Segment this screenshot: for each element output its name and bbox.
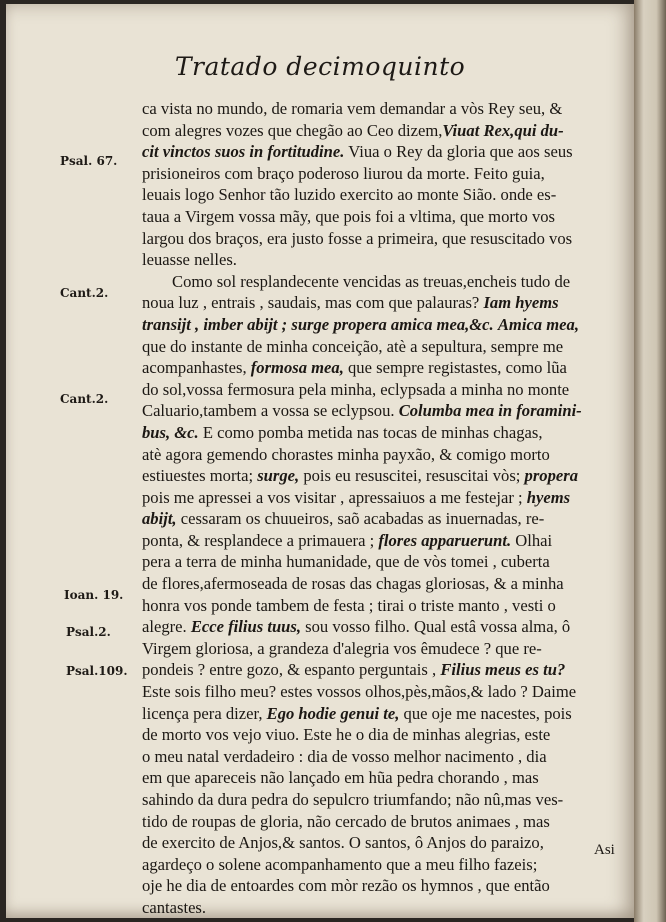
text-line <box>142 832 630 854</box>
text-line <box>142 120 630 142</box>
text-line <box>142 249 630 271</box>
text-run: o meu natal verdadeiro : dia de vosso melhor nacimento , dia <box>142 746 547 766</box>
body-text <box>142 98 630 918</box>
text-line <box>142 314 630 336</box>
text-line <box>142 444 630 466</box>
text-line <box>142 746 630 768</box>
latin-quote: Iam hyems <box>483 293 559 313</box>
latin-quote: hyems <box>526 487 571 507</box>
latin-quote: surge, <box>257 466 300 486</box>
text-line <box>142 551 630 573</box>
margin-note-psalm-109: Psal.109. <box>66 664 128 678</box>
text-run: oje he dia de entoardes com mòr rezão os hymnos , que então <box>142 876 550 896</box>
text-line <box>142 897 630 918</box>
text-line <box>142 292 630 314</box>
text-run: Virgem gloriosa, a grandeza d'alegria vos êmudece ? que re- <box>142 638 542 658</box>
text-run: cantastes. <box>142 897 207 917</box>
text-run: atè agora gemendo chorastes minha payxão, & comigo morto <box>142 444 550 464</box>
latin-quote: Columba mea in foramini- <box>398 401 582 421</box>
latin-quote: Filius meus es tu? <box>440 660 566 680</box>
text-line <box>142 724 630 746</box>
text-run: agardeço o solene acompanhamento que a meu filho fazeis; <box>142 854 538 874</box>
text-run: taua a Virgem vossa mãy, que pois foi a vltima, que morto vos <box>142 206 556 226</box>
text-run: em que apareceis não lançado em hũa pedra chorando , mas <box>142 768 539 788</box>
latin-quote: cit vinctos suos in fortitudine. <box>142 142 345 162</box>
text-line <box>142 357 630 379</box>
text-line <box>142 228 630 250</box>
text-run: de flores,afermoseada de rosas das chagas gloriosas, & a minha <box>142 574 564 594</box>
latin-quote: Amica mea, <box>497 314 579 334</box>
text-line <box>142 508 630 530</box>
text-run: com alegres vozes que chegão ao Ceo dizem, <box>142 120 443 140</box>
text-run: Como sol resplandecente vencidas as treuas,encheis tudo de <box>172 271 571 291</box>
latin-quote: propera <box>524 466 579 486</box>
text-run: noua luz , entrais , saudais, mas com que palauras? <box>142 293 484 313</box>
text-line <box>142 487 630 509</box>
latin-quote: flores apparuerunt. <box>378 530 512 550</box>
latin-quote: transijt , imber abijt ; surge propera amica mea,&c. <box>142 314 494 334</box>
text-run: tido de roupas de gloria, não cercado de brutos animaes , mas <box>142 811 550 831</box>
text-run: pera a terra de minha humanidade, que de vòs tomei , cuberta <box>142 552 550 572</box>
text-line <box>142 595 630 617</box>
running-header: Tratado decimoquinto <box>174 52 466 81</box>
margin-note-canticle-1: Cant.2. <box>60 286 109 300</box>
text-run: cessaram os chuueiros, saõ acabadas as inuernadas, re- <box>176 509 545 529</box>
text-line <box>142 206 630 228</box>
margin-note-psalm-67: Psal. 67. <box>60 154 118 168</box>
margin-note-john-19: Ioan. 19. <box>64 588 124 602</box>
text-run: acompanhastes, <box>142 358 251 378</box>
text-run: de exercito de Anjos,& santos. O santos, ô Anjos do paraizo, <box>142 833 544 853</box>
text-run: E como pomba metida nas tocas de minhas chagas, <box>198 422 543 442</box>
text-line <box>142 681 630 703</box>
text-line <box>142 811 630 833</box>
text-run: de morto vos vejo viuo. Este he o dia de minhas alegrias, este <box>142 725 551 745</box>
text-line <box>142 659 630 681</box>
margin-note-canticle-2: Cant.2. <box>60 392 109 406</box>
text-run: pondeis ? entre gozo, & espanto perguntais , <box>142 660 441 680</box>
text-run: do sol,vossa fermosura pela minha, eclypsada a minha no monte <box>142 379 570 399</box>
text-run: alegre. <box>142 617 191 637</box>
text-run: Este sois filho meu? estes vossos olhos,pès,mãos,& lado ? Daime <box>142 682 577 702</box>
text-run: Olhai <box>511 530 553 550</box>
text-line <box>142 703 630 725</box>
text-line <box>142 422 630 444</box>
text-line <box>142 163 630 185</box>
text-run: pois me apressei a vos visitar , apressaiuos a me festejar ; <box>142 487 527 507</box>
text-line <box>142 141 630 163</box>
text-run: honra vos ponde tambem de festa ; tirai o triste manto , vesti o <box>142 595 556 615</box>
text-line <box>142 336 630 358</box>
latin-quote: Ecce filius tuus, <box>190 617 302 637</box>
latin-quote: bus, &c. <box>142 422 199 442</box>
text-run: ponta, & resplandece a primauera ; <box>142 530 379 550</box>
catchword: Asi <box>594 842 615 858</box>
text-run: prisioneiros com braço poderoso liurou da morte. Feito guia, <box>142 163 545 183</box>
text-run: que sempre registastes, como lũa <box>343 358 567 378</box>
text-line <box>142 875 630 897</box>
text-line <box>142 789 630 811</box>
text-line <box>142 98 630 120</box>
text-line <box>142 465 630 487</box>
text-line <box>142 854 630 876</box>
latin-quote: Viuat Rex,qui du- <box>442 120 564 140</box>
text-run: pois eu resuscitei, resuscitai vòs; <box>299 466 525 486</box>
text-run: largou dos braços, era justo fosse a primeira, que resuscitado vos <box>142 228 573 248</box>
text-run: sahindo da dura pedra do sepulcro triumfando; não nû,mas ves- <box>142 790 564 809</box>
text-run: estiuestes morta; <box>142 466 258 486</box>
text-run: que do instante de minha conceição, atè a sepultura, sempre me <box>142 336 564 356</box>
text-line <box>142 379 630 401</box>
latin-quote: formosa mea, <box>250 358 344 378</box>
text-run: Caluario,tambem a vossa se eclypsou. <box>142 401 399 421</box>
text-line <box>142 616 630 638</box>
text-run: que oje me nacestes, pois <box>399 703 572 723</box>
text-run: licença pera dizer, <box>142 703 267 723</box>
text-run: Viua o Rey da gloria que aos seus <box>344 142 573 162</box>
text-line <box>142 573 630 595</box>
book-page <box>6 4 634 918</box>
text-run: sou vosso filho. Qual estâ vossa alma, ô <box>301 617 571 637</box>
latin-quote: abijt, <box>142 509 177 529</box>
text-line <box>142 184 630 206</box>
text-run: leuais logo Senhor tão luzido exercito ao monte Sião. onde es- <box>142 185 557 205</box>
latin-quote: Ego hodie genui te, <box>266 703 400 723</box>
text-line <box>142 767 630 789</box>
text-run: leuasse nelles. <box>142 250 237 270</box>
text-line <box>142 400 630 422</box>
text-line <box>142 638 630 660</box>
text-run: ca vista no mundo, de romaria vem demandar a vòs Rey seu, & <box>142 99 563 118</box>
text-line <box>142 530 630 552</box>
text-line <box>142 271 630 293</box>
book-page-edge <box>634 0 666 922</box>
margin-note-psalm-2: Psal.2. <box>66 625 111 639</box>
